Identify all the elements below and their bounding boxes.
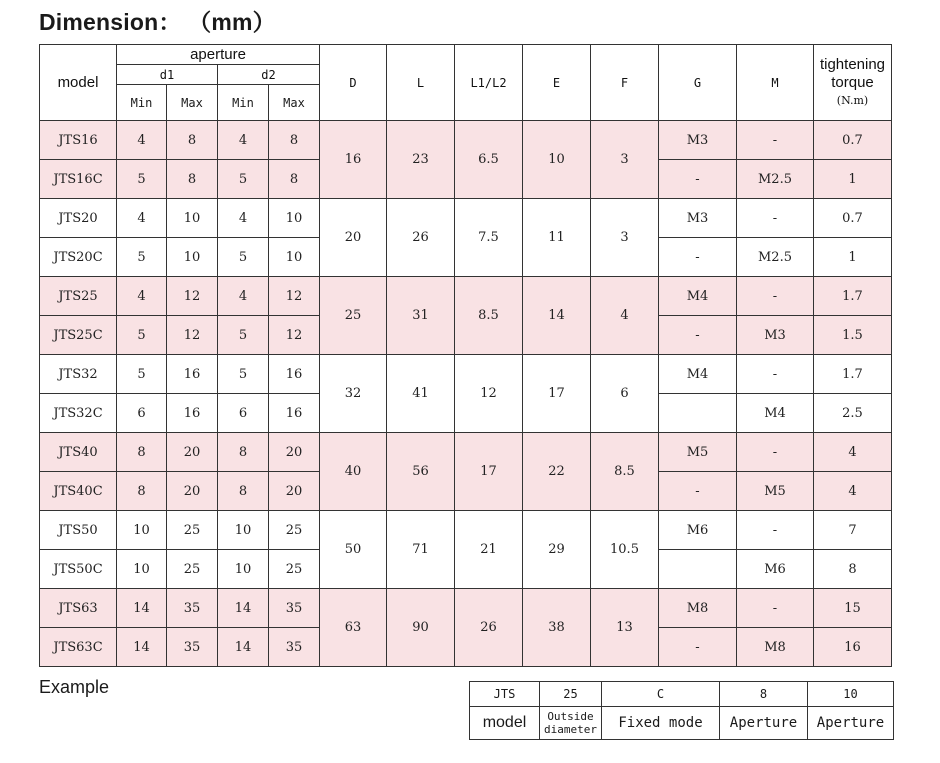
cell-G: - [659, 628, 737, 667]
cell-G: M4 [659, 355, 737, 394]
cell-G: - [659, 472, 737, 511]
cell-d2-max: 25 [269, 511, 320, 550]
example-outside-diameter [540, 707, 602, 740]
cell-d2-max: 16 [269, 394, 320, 433]
cell-d1-min: 4 [117, 199, 167, 238]
header-G: G [659, 45, 737, 121]
cell-M: - [737, 511, 814, 550]
cell-M: - [737, 121, 814, 160]
cell-M: - [737, 277, 814, 316]
cell-D: 16 [320, 121, 387, 199]
table-row [40, 121, 892, 160]
cell-d2-min: 5 [218, 316, 269, 355]
cell-F: 13 [591, 589, 659, 667]
table-row [40, 511, 892, 550]
cell-model: JTS16 [40, 121, 117, 160]
cell-torque: 0.7 [814, 199, 892, 238]
cell-M: - [737, 199, 814, 238]
example-fixed-mode: Fixed mode [602, 707, 720, 740]
outside-line2: diameter [544, 723, 597, 736]
cell-E: 38 [523, 589, 591, 667]
cell-E: 17 [523, 355, 591, 433]
cell-L1L2: 17 [455, 433, 523, 511]
cell-d2-max: 35 [269, 589, 320, 628]
cell-d1-max: 16 [167, 394, 218, 433]
cell-torque: 8 [814, 550, 892, 589]
cell-d2-max: 10 [269, 238, 320, 277]
header-L: L [387, 45, 455, 121]
cell-d1-min: 14 [117, 628, 167, 667]
example-label: Example [39, 677, 110, 697]
cell-d1-min: 8 [117, 472, 167, 511]
cell-d2-max: 25 [269, 550, 320, 589]
cell-torque: 1 [814, 160, 892, 199]
cell-M: M5 [737, 472, 814, 511]
cell-d2-min: 4 [218, 277, 269, 316]
cell-d1-max: 8 [167, 160, 218, 199]
example-code-aperture1: 8 [720, 682, 808, 707]
cell-torque: 1 [814, 238, 892, 277]
dimension-table [39, 44, 892, 667]
cell-model: JTS63 [40, 589, 117, 628]
cell-M: M3 [737, 316, 814, 355]
cell-model: JTS40C [40, 472, 117, 511]
cell-d1-max: 20 [167, 472, 218, 511]
cell-d2-max: 12 [269, 277, 320, 316]
header-D: D [320, 45, 387, 121]
cell-d1-max: 12 [167, 316, 218, 355]
cell-torque: 7 [814, 511, 892, 550]
cell-L1L2: 26 [455, 589, 523, 667]
cell-d2-max: 8 [269, 121, 320, 160]
cell-d1-min: 5 [117, 316, 167, 355]
cell-L: 56 [387, 433, 455, 511]
torque-label-line2: torque [831, 73, 874, 91]
cell-G: - [659, 238, 737, 277]
cell-d2-min: 10 [218, 550, 269, 589]
cell-d1-max: 10 [167, 199, 218, 238]
cell-d2-min: 5 [218, 160, 269, 199]
cell-d1-max: 10 [167, 238, 218, 277]
cell-G [659, 394, 737, 433]
cell-d2-min: 4 [218, 121, 269, 160]
header-model: model [40, 45, 117, 121]
cell-E: 22 [523, 433, 591, 511]
cell-d2-max: 20 [269, 472, 320, 511]
cell-torque: 2.5 [814, 394, 892, 433]
cell-L: 71 [387, 511, 455, 589]
example-code-series: JTS [470, 682, 540, 707]
example-code-diameter: 25 [540, 682, 602, 707]
cell-d2-max: 20 [269, 433, 320, 472]
cell-G [659, 550, 737, 589]
cell-model: JTS16C [40, 160, 117, 199]
cell-d2-max: 12 [269, 316, 320, 355]
cell-d1-min: 10 [117, 550, 167, 589]
cell-F: 3 [591, 199, 659, 277]
cell-F: 4 [591, 277, 659, 355]
cell-d1-max: 12 [167, 277, 218, 316]
cell-model: JTS25 [40, 277, 117, 316]
cell-d2-min: 8 [218, 433, 269, 472]
header-d2-min: Min [218, 85, 269, 121]
header-L1L2: L1/L2 [455, 45, 523, 121]
cell-D: 32 [320, 355, 387, 433]
cell-model: JTS20 [40, 199, 117, 238]
cell-M: M2.5 [737, 160, 814, 199]
cell-torque: 16 [814, 628, 892, 667]
cell-d1-max: 16 [167, 355, 218, 394]
cell-torque: 1.7 [814, 277, 892, 316]
cell-d1-max: 20 [167, 433, 218, 472]
cell-d2-min: 4 [218, 199, 269, 238]
cell-d1-min: 5 [117, 355, 167, 394]
example-aperture-1: Aperture [720, 707, 808, 740]
header-d2-max: Max [269, 85, 320, 121]
cell-model: JTS50 [40, 511, 117, 550]
cell-torque: 0.7 [814, 121, 892, 160]
cell-L1L2: 7.5 [455, 199, 523, 277]
example-code-mode: C [602, 682, 720, 707]
cell-model: JTS50C [40, 550, 117, 589]
cell-G: M3 [659, 121, 737, 160]
cell-M: M8 [737, 628, 814, 667]
header-d1-max: Max [167, 85, 218, 121]
cell-F: 6 [591, 355, 659, 433]
cell-E: 29 [523, 511, 591, 589]
cell-L: 41 [387, 355, 455, 433]
cell-d2-min: 14 [218, 628, 269, 667]
cell-L: 26 [387, 199, 455, 277]
header-aperture: aperture [117, 45, 320, 65]
header-F: F [591, 45, 659, 121]
cell-d2-min: 5 [218, 355, 269, 394]
cell-G: M8 [659, 589, 737, 628]
cell-d1-max: 35 [167, 589, 218, 628]
cell-L1L2: 6.5 [455, 121, 523, 199]
example-code-aperture2: 10 [808, 682, 894, 707]
cell-E: 10 [523, 121, 591, 199]
cell-model: JTS32C [40, 394, 117, 433]
cell-G: M5 [659, 433, 737, 472]
cell-L: 31 [387, 277, 455, 355]
torque-unit: (N.m) [836, 93, 869, 107]
cell-torque: 1.7 [814, 355, 892, 394]
header-M: M [737, 45, 814, 121]
cell-L1L2: 12 [455, 355, 523, 433]
cell-torque: 15 [814, 589, 892, 628]
header-E: E [523, 45, 591, 121]
cell-d1-min: 6 [117, 394, 167, 433]
table-row [40, 277, 892, 316]
outside-line1: Outside [547, 710, 594, 723]
cell-F: 8.5 [591, 433, 659, 511]
cell-d2-min: 10 [218, 511, 269, 550]
cell-torque: 4 [814, 472, 892, 511]
cell-L1L2: 21 [455, 511, 523, 589]
cell-G: M3 [659, 199, 737, 238]
header-d1-min: Min [117, 85, 167, 121]
header-torque [814, 45, 892, 121]
cell-d1-min: 14 [117, 589, 167, 628]
cell-d2-max: 8 [269, 160, 320, 199]
cell-G: M4 [659, 277, 737, 316]
cell-model: JTS25C [40, 316, 117, 355]
cell-D: 63 [320, 589, 387, 667]
cell-model: JTS32 [40, 355, 117, 394]
cell-d2-min: 8 [218, 472, 269, 511]
cell-d1-max: 35 [167, 628, 218, 667]
cell-M: M6 [737, 550, 814, 589]
cell-model: JTS63C [40, 628, 117, 667]
cell-D: 40 [320, 433, 387, 511]
example-table [469, 681, 894, 740]
cell-L: 90 [387, 589, 455, 667]
cell-d1-min: 8 [117, 433, 167, 472]
cell-d1-min: 5 [117, 160, 167, 199]
cell-d1-max: 25 [167, 550, 218, 589]
cell-D: 50 [320, 511, 387, 589]
cell-D: 25 [320, 277, 387, 355]
cell-d1-max: 8 [167, 121, 218, 160]
cell-d1-min: 4 [117, 277, 167, 316]
cell-model: JTS40 [40, 433, 117, 472]
example-model-label: model [470, 707, 540, 740]
page-title: Dimension： （mm） [39, 9, 276, 35]
torque-label-line1: tightening [819, 55, 886, 73]
cell-M: - [737, 355, 814, 394]
cell-torque: 1.5 [814, 316, 892, 355]
table-row [40, 589, 892, 628]
cell-d1-max: 25 [167, 511, 218, 550]
cell-M: - [737, 589, 814, 628]
example-aperture-2: Aperture [808, 707, 894, 740]
cell-d2-max: 16 [269, 355, 320, 394]
cell-d2-min: 6 [218, 394, 269, 433]
cell-F: 3 [591, 121, 659, 199]
table-row [40, 199, 892, 238]
cell-d1-min: 5 [117, 238, 167, 277]
cell-M: M2.5 [737, 238, 814, 277]
header-d2: d2 [218, 65, 320, 85]
cell-G: M6 [659, 511, 737, 550]
cell-d1-min: 4 [117, 121, 167, 160]
cell-G: - [659, 160, 737, 199]
cell-d2-min: 5 [218, 238, 269, 277]
cell-G: - [659, 316, 737, 355]
table-row [40, 433, 892, 472]
cell-M: M4 [737, 394, 814, 433]
cell-L: 23 [387, 121, 455, 199]
table-row [40, 355, 892, 394]
cell-L1L2: 8.5 [455, 277, 523, 355]
cell-d2-max: 35 [269, 628, 320, 667]
cell-D: 20 [320, 199, 387, 277]
cell-M: - [737, 433, 814, 472]
cell-F: 10.5 [591, 511, 659, 589]
cell-d2-max: 10 [269, 199, 320, 238]
cell-E: 14 [523, 277, 591, 355]
cell-d1-min: 10 [117, 511, 167, 550]
cell-d2-min: 14 [218, 589, 269, 628]
cell-torque: 4 [814, 433, 892, 472]
cell-E: 11 [523, 199, 591, 277]
header-d1: d1 [117, 65, 218, 85]
cell-model: JTS20C [40, 238, 117, 277]
